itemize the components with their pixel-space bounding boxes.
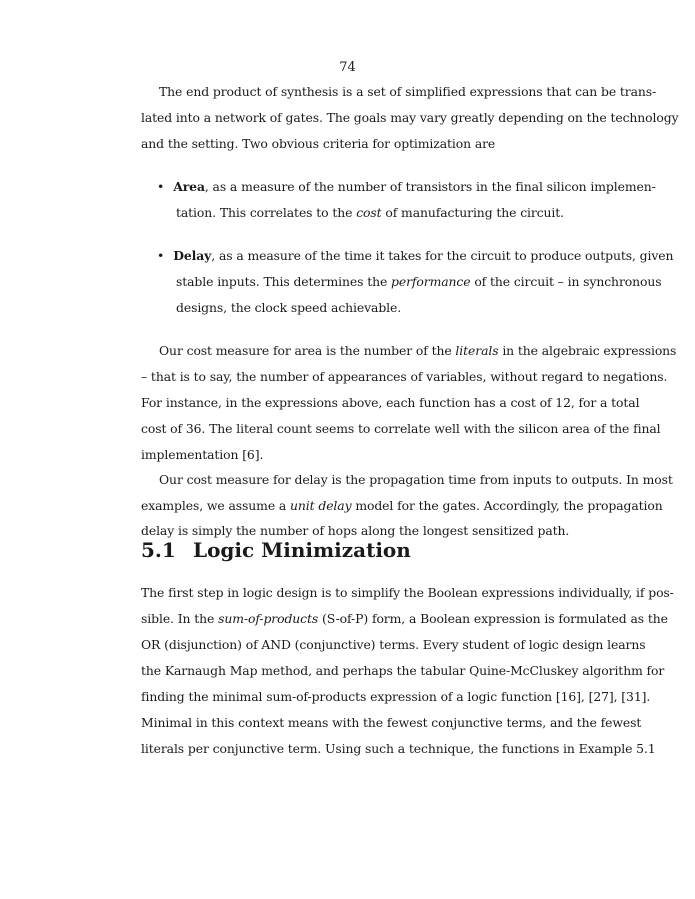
- section-heading: [141, 538, 411, 562]
- text-line: • Delay, as a measure of the time it takes for the circuit to produce outputs, given: [157, 248, 674, 263]
- text-line: the Karnaugh Map method, and perhaps the tabular Quine-McCluskey algorithm for: [141, 663, 665, 678]
- section-number: 5.1: [141, 538, 176, 562]
- text-line: Our cost measure for area is the number of the literals in the algebraic expressions: [159, 343, 677, 358]
- text-line: delay is simply the number of hops along the longest sensitized path.: [141, 523, 570, 538]
- emphasis: cost: [356, 205, 382, 220]
- section-title: Logic Minimization: [193, 538, 411, 562]
- text-line: OR (disjunction) of AND (conjunctive) terms. Every student of logic design learns: [141, 637, 646, 652]
- bullet-icon: •: [157, 248, 165, 263]
- text-line: implementation [6].: [141, 447, 264, 462]
- bullet-icon: •: [157, 179, 165, 194]
- page-number: 74: [339, 60, 356, 75]
- text-line: For instance, in the expressions above, each function has a cost of 12, for a total: [141, 395, 640, 410]
- text-line: – that is to say, the number of appearances of variables, without regard to negations.: [141, 369, 668, 384]
- text-line: Minimal in this context means with the fewest conjunctive terms, and the fewest: [141, 715, 642, 730]
- text-line: The first step in logic design is to simplify the Boolean expressions individually, if pos-: [141, 585, 674, 600]
- text-line: examples, we assume a unit delay model for the gates. Accordingly, the propagation: [141, 498, 663, 513]
- emphasis: performance: [391, 274, 471, 289]
- text-line: tation. This correlates to the cost of manufacturing the circuit.: [176, 205, 565, 220]
- bullet-term: Delay: [173, 248, 212, 263]
- text-line: cost of 36. The literal count seems to correlate well with the silicon area of the final: [141, 421, 661, 436]
- text-line: and the setting. Two obvious criteria for optimization are: [141, 136, 496, 151]
- text-line: stable inputs. This determines the performance of the circuit – in synchronous: [176, 274, 662, 289]
- text-line: lated into a network of gates. The goals may vary greatly depending on the technology: [141, 110, 679, 125]
- emphasis: unit delay: [290, 498, 352, 513]
- text-line: Our cost measure for delay is the propagation time from inputs to outputs. In most: [159, 472, 673, 487]
- text-line: • Area, as a measure of the number of transistors in the final silicon implemen-: [157, 179, 656, 194]
- bullet-term: Area: [173, 179, 205, 194]
- emphasis: literals: [455, 343, 499, 358]
- text-line: literals per conjunctive term. Using such a technique, the functions in Example 5.1: [141, 741, 656, 756]
- text-line: The end product of synthesis is a set of simplified expressions that can be trans-: [159, 84, 657, 99]
- emphasis: sum-of-products: [218, 611, 319, 626]
- text-line: designs, the clock speed achievable.: [176, 300, 402, 315]
- text-line: finding the minimal sum-of-products expression of a logic function [16], [27], [31].: [141, 689, 651, 704]
- text-line: sible. In the sum-of-products (S-of-P) form, a Boolean expression is formulated as the: [141, 611, 668, 626]
